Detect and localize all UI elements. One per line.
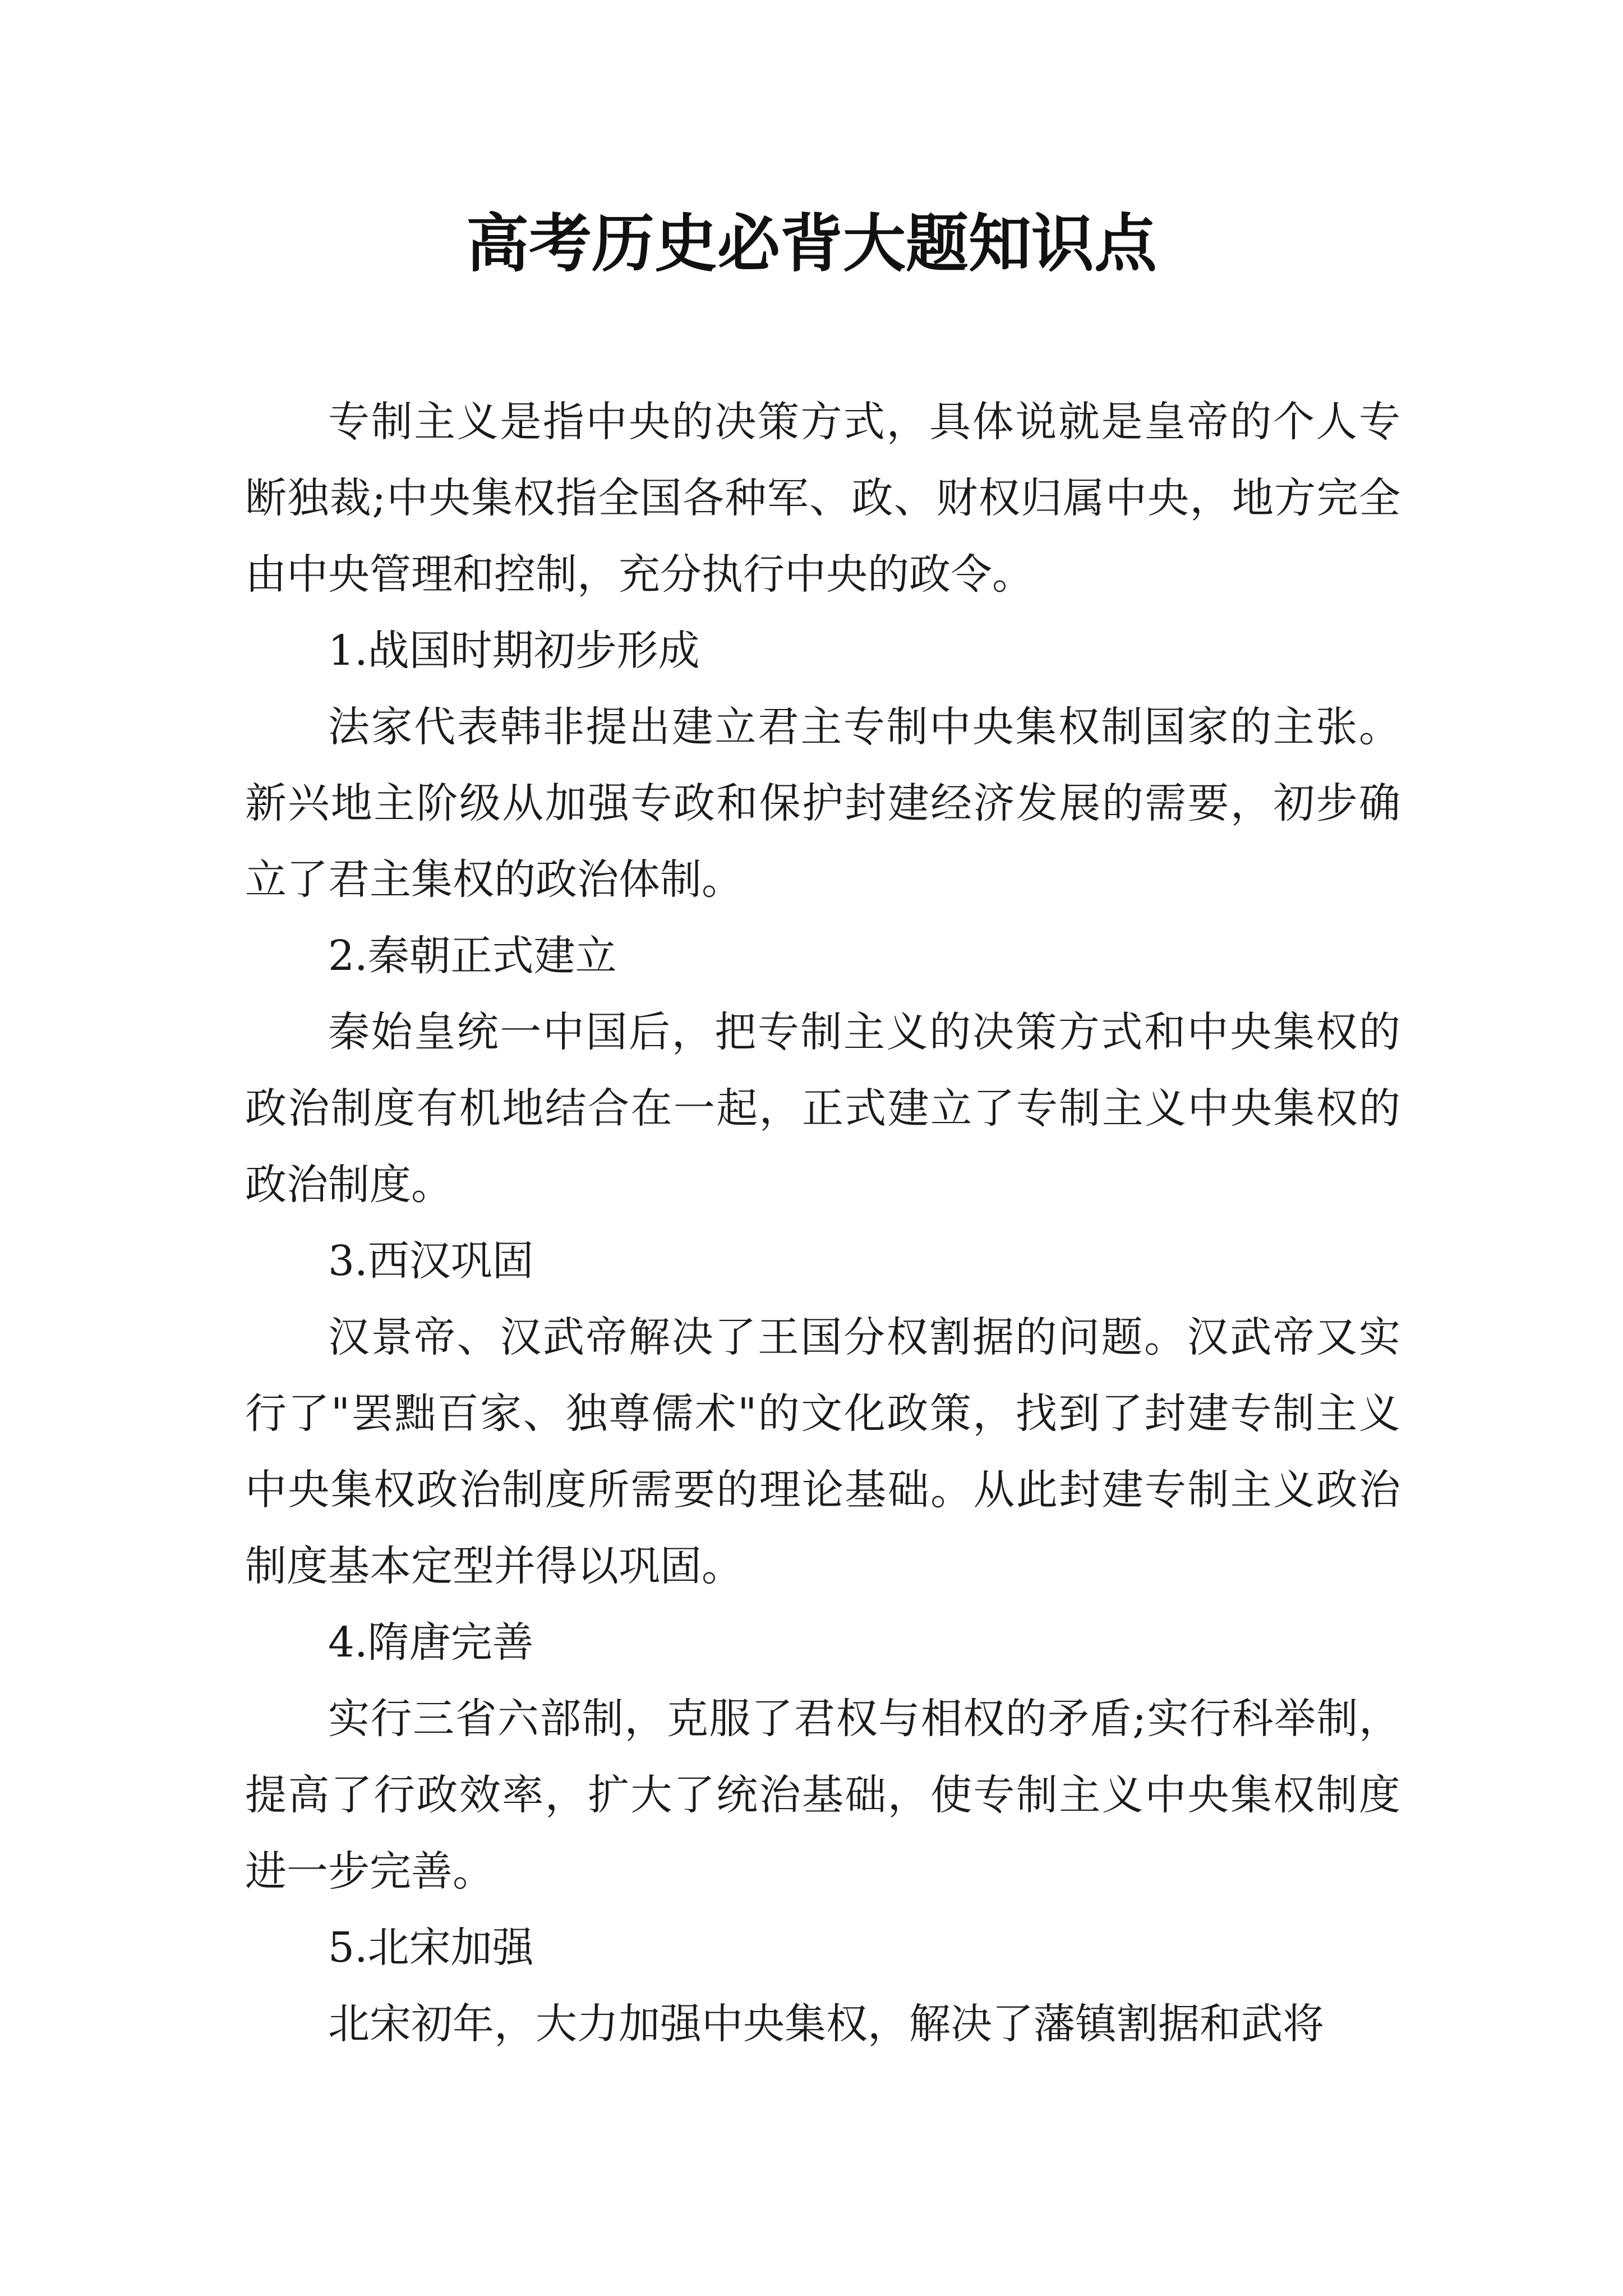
paragraph-3: 汉景帝、汉武帝解决了王国分权割据的问题。汉武帝又实行了"罢黜百家、独尊儒术"的文化政策，找到了封建专制主义中央集权政治制度所需要的理论基础。从此封建专制主义政治制度基本定型并得以巩固。	[245, 1313, 1400, 1590]
document-body	[245, 384, 1400, 2062]
paragraph-4: 实行三省六部制，克服了君权与相权的矛盾;实行科举制，提高了行政效率，扩大了统治基础，使专制主义中央集权制度进一步完善。	[245, 1695, 1400, 1895]
paragraph-1: 法家代表韩非提出建立君主专制中央集权制国家的主张。新兴地主阶级从加强专政和保护封建经济发展的需要，初步确立了君主集权的政治体制。	[245, 703, 1400, 904]
paragraph-intro: 专制主义是指中央的决策方式，具体说就是皇帝的个人专断独裁;中央集权指全国各种军、政、财权归属中央，地方完全由中央管理和控制，充分执行中央的政令。	[245, 398, 1400, 599]
section-heading-1: 1.战国时期初步形成	[328, 627, 700, 675]
document-title: 高考历史必背大题知识点	[466, 207, 1157, 280]
paragraph-5: 北宋初年，大力加强中央集权，解决了藩镇割据和武将	[328, 2000, 1324, 2048]
paragraph-2: 秦始皇统一中国后，把专制主义的决策方式和中央集权的政治制度有机地结合在一起，正式建立了专制主义中央集权的政治制度。	[245, 1008, 1400, 1209]
section-heading-3: 3.西汉巩固	[328, 1237, 534, 1285]
section-heading-5: 5.北宋加强	[328, 1924, 534, 1972]
section-heading-4: 4.隋唐完善	[328, 1618, 534, 1667]
section-heading-2: 2.秦朝正式建立	[328, 932, 617, 980]
